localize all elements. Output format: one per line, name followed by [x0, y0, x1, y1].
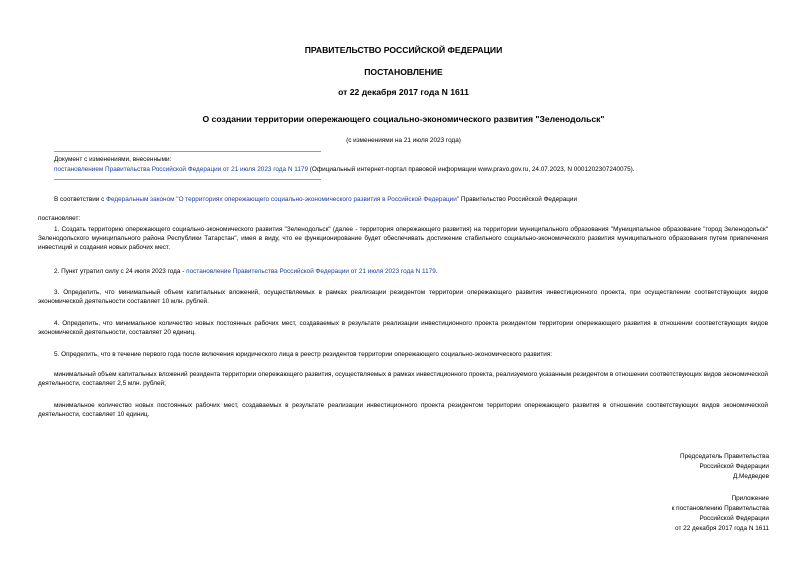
- signature-position-2: Российской Федерации: [699, 463, 769, 470]
- amendment-note: (с изменениями на 21 июля 2023 года): [346, 137, 461, 144]
- paragraph-2-prefix: 2. Пункт утратил силу с 24 июля 2023 года -: [54, 268, 187, 275]
- paragraph-4: 4. Определить, что минимальное количество новых постоянных рабочих мест, создаваемых в результате реализации инвестиционного проекта резидентом территории опережающего развития в отношении соответствующих видов экономической деятельности, составляет 20 единиц.: [38, 320, 768, 336]
- amendment-link[interactable]: постановлением Правительства Российской Федерации от 21 июля 2023 года N 1179: [54, 166, 308, 173]
- appendix-line-4: от 22 декабря 2017 года N 1611: [675, 525, 769, 532]
- paragraph-2: [54, 267, 438, 276]
- changes-intro: Документ с изменениями, внесенными:: [54, 156, 172, 163]
- changes-bottom-divider: [54, 179, 321, 180]
- changes-reference: [54, 165, 635, 174]
- appendix-line-3: Российской Федерации: [699, 515, 769, 522]
- signatory-name: Д.Медведев: [732, 473, 769, 480]
- signature-position-1: Председатель Правительства: [680, 453, 769, 460]
- decides-label: постановляет:: [38, 215, 81, 222]
- preamble-suffix: Правительство Российской Федерации: [459, 196, 578, 203]
- document-type-heading: ПОСТАНОВЛЕНИЕ: [364, 67, 443, 77]
- paragraph-1: 1. Создать территорию опережающего социально-экономического развития "Зеленодольск" (далее - территория опережающего развития) на территории муниципального образования "Муниципальное образование "город Зеленодольск" Зеленодольского муниципального района Республики Татарстан", имея в виду, что ее функционирование будет обеспечивать достижение стабильного социально-экономического развития муниципального образования путем привлечения инвестиций и создания новых рабочих мест.: [38, 226, 768, 251]
- appendix-label: Приложение: [731, 495, 769, 502]
- document-title: О создании территории опережающего социально-экономического развития "Зеленодольск": [202, 114, 605, 124]
- government-heading: ПРАВИТЕЛЬСТВО РОССИЙСКОЙ ФЕДЕРАЦИИ: [304, 45, 503, 55]
- changes-top-divider: [54, 151, 321, 152]
- document-date-number: от 22 декабря 2017 года N 1611: [338, 87, 469, 97]
- paragraph-5: 5. Определить, что в течение первого года после включения юридического лица в реестр резидентов территории опережающего социально-экономического развития:: [54, 351, 553, 358]
- amendment-source: (Официальный интернет-портал правовой информации www.pravo.gov.ru, 24.07.2023, N 0001202307240075).: [308, 166, 635, 173]
- preamble-prefix: В соответствии с: [54, 196, 107, 203]
- paragraph-3: 3. Определить, что минимальный объем капитальных вложений, осуществляемых в рамках реализации резидентом территории опережающего развития инвестиционного проекта, при осуществлении соответствующих видов экономической деятельности составляет 10 млн. рублей.: [38, 289, 768, 305]
- federal-law-link[interactable]: Федеральным законом "О территориях опережающего социально-экономического развития в Российской Федерации": [106, 196, 460, 203]
- repeal-link[interactable]: постановление Правительства Российской Федерации от 21 июля 2023 года N 1179: [186, 268, 436, 275]
- appendix-line-2: к постановлению Правительства: [671, 505, 769, 512]
- paragraph-2-suffix: .: [435, 268, 438, 275]
- paragraph-5-subitem-1: минимальный объем капитальных вложений резидента территории опережающего развития, осуществляемых в рамках инвестиционного проекта, реализуемого указанным резидентом в отношении соответствующих видов экономической деятельности, составляет 2,5 млн. рублей;: [38, 371, 768, 387]
- paragraph-5-subitem-2: минимальное количество новых постоянных рабочих мест, создаваемых в результате реализации инвестиционного проекта резидентом территории опережающего развития в отношении соответствующих видов экономической деятельности, составляет 10 единиц.: [38, 402, 768, 418]
- preamble: [54, 195, 577, 204]
